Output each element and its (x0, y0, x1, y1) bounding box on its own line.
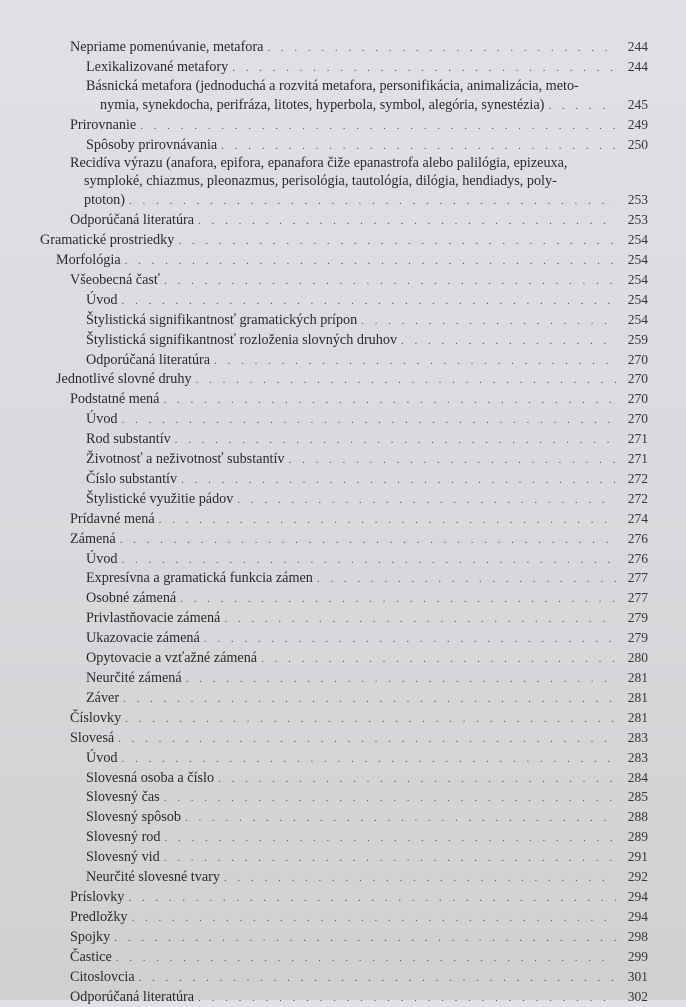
toc-entry (40, 808, 648, 828)
toc-entry-title: Číslo substantív (86, 471, 177, 489)
toc-entry-title: Jednotlivé slovné druhy (56, 371, 192, 389)
leader-dots (128, 890, 616, 908)
leader-dots (122, 293, 616, 311)
toc-entry-title: Neurčité slovesné tvary (86, 869, 220, 887)
toc-entry (40, 948, 648, 968)
toc-entry (40, 669, 648, 689)
leader-dots (122, 412, 616, 430)
toc-entry (40, 370, 648, 390)
page-number: 280 (622, 649, 648, 667)
toc-entry-title: Slovesný vid (86, 849, 160, 867)
page-number: 301 (622, 968, 648, 986)
leader-dots (140, 118, 616, 136)
toc-entry-title: Morfológia (56, 252, 121, 270)
leader-dots (361, 313, 616, 331)
toc-entry (40, 550, 648, 570)
toc-entry (40, 251, 648, 271)
toc-entry (40, 510, 648, 530)
toc-entry-title: Častice (70, 949, 112, 967)
toc-entry-title: Prirovnanie (70, 117, 136, 135)
leader-dots (198, 990, 616, 1007)
page-number: 299 (622, 948, 648, 966)
page-number: 254 (622, 231, 648, 249)
toc-entry (40, 908, 648, 928)
page-number: 288 (622, 808, 648, 826)
toc-entry-title: Neurčité zámená (86, 670, 182, 688)
toc-entry (40, 490, 648, 510)
toc-entry (40, 410, 648, 430)
page-number: 270 (622, 390, 648, 408)
leader-dots (164, 273, 616, 291)
toc-entry-title: Spojky (70, 929, 110, 947)
leader-dots (267, 40, 616, 58)
toc-entry-title: Prídavné mená (70, 511, 155, 529)
page-number: 270 (622, 351, 648, 369)
toc-entry-title: Všeobecná časť (70, 272, 160, 290)
page-number: 283 (622, 729, 648, 747)
leader-dots (125, 253, 616, 271)
table-of-contents (40, 38, 648, 1007)
leader-dots (125, 711, 616, 729)
leader-dots (175, 432, 616, 450)
page-number: 272 (622, 490, 648, 508)
toc-entry (40, 116, 648, 136)
leader-dots (401, 333, 616, 351)
toc-entry-title: nymia, synekdocha, perifráza, litotes, hyperbola, symbol, alegória, synestézia) (100, 97, 544, 115)
page-number: 254 (622, 311, 648, 329)
page-number: 250 (622, 136, 648, 154)
leader-dots (139, 970, 616, 988)
page-number: 259 (622, 331, 648, 349)
toc-entry-title: Slovesný spôsob (86, 809, 181, 827)
toc-entry-title: Citoslovcia (70, 969, 135, 987)
page-number: 291 (622, 848, 648, 866)
toc-entry (40, 311, 648, 331)
page-number: 298 (622, 928, 648, 946)
toc-entry-title: Zámená (70, 531, 116, 549)
leader-dots (196, 372, 616, 390)
leader-dots (232, 60, 616, 78)
leader-dots (164, 850, 616, 868)
leader-dots (164, 830, 616, 848)
page-number: 244 (622, 38, 648, 56)
toc-entry (40, 988, 648, 1007)
page-number: 276 (622, 530, 648, 548)
toc-entry-title: Úvod (86, 750, 118, 768)
toc-entry (40, 609, 648, 629)
toc-entry-title: Predložky (70, 909, 128, 927)
leader-dots (204, 631, 616, 649)
page-number: 294 (622, 908, 648, 926)
toc-entry (40, 848, 648, 868)
toc-entry (40, 231, 648, 251)
leader-dots (164, 790, 616, 808)
toc-entry-title: Životnosť a neživotnosť substantív (86, 451, 285, 469)
toc-entry (40, 155, 648, 211)
page-number: 271 (622, 430, 648, 448)
page-number: 283 (622, 749, 648, 767)
toc-entry (40, 769, 648, 789)
leader-dots (317, 571, 616, 589)
toc-entry-title: Slovesný čas (86, 789, 160, 807)
toc-entry (40, 78, 648, 116)
leader-dots (548, 98, 616, 116)
leader-dots (218, 771, 616, 789)
toc-entry-title: Záver (86, 690, 119, 708)
toc-entry-title: Štylistická signifikantnosť gramatických prípon (86, 312, 357, 330)
page-number: 249 (622, 116, 648, 134)
leader-dots (289, 452, 616, 470)
toc-entry-title: Ukazovacie zámená (86, 630, 200, 648)
toc-entry-title: ptoton) (84, 192, 125, 210)
toc-entry-title: Nepriame pomenúvanie, metafora (70, 39, 263, 57)
page-number: 244 (622, 58, 648, 76)
page-number: 254 (622, 291, 648, 309)
toc-entry-title: Slovesný rod (86, 829, 160, 847)
toc-entry (40, 450, 648, 470)
toc-entry-title: Gramatické prostriedky (40, 232, 174, 250)
page-number: 276 (622, 550, 648, 568)
toc-entry-title: Odporúčaná literatúra (70, 989, 194, 1007)
leader-dots (221, 138, 616, 156)
leader-dots (122, 552, 616, 570)
toc-entry-title: Básnická metafora (jednoduchá a rozvitá metafora, personifikácia, animalizácia, meto- (86, 78, 579, 96)
toc-entry (40, 649, 648, 669)
toc-entry-title: Expresívna a gramatická funkcia zámen (86, 570, 313, 588)
toc-entry (40, 928, 648, 948)
toc-entry (40, 351, 648, 371)
leader-dots (261, 651, 616, 669)
page-number: 245 (622, 96, 648, 114)
toc-entry-title: Spôsoby prirovnávania (86, 137, 217, 155)
toc-entry (40, 470, 648, 490)
page-number: 281 (622, 709, 648, 727)
page-number: 302 (622, 988, 648, 1006)
toc-entry-title: Úvod (86, 551, 118, 569)
leader-dots (122, 751, 616, 769)
toc-entry (40, 689, 648, 709)
toc-entry-title: Úvod (86, 411, 118, 429)
page-number: 285 (622, 788, 648, 806)
leader-dots (180, 591, 616, 609)
page-number: 253 (622, 211, 648, 229)
page-number: 277 (622, 589, 648, 607)
page-number: 281 (622, 669, 648, 687)
toc-entry (40, 629, 648, 649)
page-number: 284 (622, 769, 648, 787)
leader-dots (178, 233, 616, 251)
page-number: 271 (622, 450, 648, 468)
leader-dots (224, 611, 616, 629)
page-number: 254 (622, 251, 648, 269)
leader-dots (120, 532, 616, 550)
leader-dots (198, 213, 616, 231)
toc-entry (40, 828, 648, 848)
leader-dots (163, 392, 616, 410)
toc-entry-title: symploké, chiazmus, pleonazmus, perisológia, tautológia, dilógia, hendiadys, poly- (84, 173, 557, 191)
toc-entry-title: Príslovky (70, 889, 124, 907)
page-number: 254 (622, 271, 648, 289)
toc-entry (40, 58, 648, 78)
toc-entry (40, 729, 648, 749)
toc-entry-title: Opytovacie a vzťažné zámená (86, 650, 257, 668)
toc-entry-title: Lexikalizované metafory (86, 59, 228, 77)
page-number: 274 (622, 510, 648, 528)
toc-entry-title: Podstatné mená (70, 391, 159, 409)
leader-dots (186, 671, 616, 689)
page-number: 277 (622, 569, 648, 587)
page-number: 272 (622, 470, 648, 488)
toc-entry (40, 271, 648, 291)
page-number: 270 (622, 410, 648, 428)
leader-dots (159, 512, 616, 530)
leader-dots (114, 930, 616, 948)
toc-entry-title: Recidíva výrazu (anafora, epifora, epanafora čiže epanastrofa alebo palilógia, epizeuxa, (70, 155, 567, 173)
page-number: 253 (622, 191, 648, 209)
toc-entry (40, 38, 648, 58)
toc-entry (40, 390, 648, 410)
toc-entry-title: Úvod (86, 292, 118, 310)
page-number: 294 (622, 888, 648, 906)
toc-entry-title: Odporúčaná literatúra (86, 352, 210, 370)
toc-entry (40, 709, 648, 729)
toc-entry (40, 211, 648, 231)
toc-entry-title: Privlastňovacie zámená (86, 610, 220, 628)
page-number: 279 (622, 609, 648, 627)
leader-dots (185, 810, 616, 828)
leader-dots (118, 731, 616, 749)
toc-entry (40, 968, 648, 988)
toc-entry-title: Rod substantív (86, 431, 171, 449)
page-number: 279 (622, 629, 648, 647)
page-number: 289 (622, 828, 648, 846)
leader-dots (214, 353, 616, 371)
toc-entry (40, 749, 648, 769)
leader-dots (181, 472, 616, 490)
leader-dots (123, 691, 616, 709)
page-number: 292 (622, 868, 648, 886)
toc-entry (40, 430, 648, 450)
toc-entry-title: Slovesá (70, 730, 114, 748)
toc-entry (40, 868, 648, 888)
toc-entry-title: Odporúčaná literatúra (70, 212, 194, 230)
toc-entry-title: Slovesná osoba a číslo (86, 770, 214, 788)
toc-entry (40, 589, 648, 609)
toc-entry-title: Štylistická signifikantnosť rozloženia slovných druhov (86, 332, 397, 350)
toc-entry (40, 530, 648, 550)
toc-entry (40, 331, 648, 351)
page-number: 281 (622, 689, 648, 707)
toc-entry (40, 291, 648, 311)
leader-dots (116, 950, 616, 968)
toc-entry (40, 569, 648, 589)
page-number: 270 (622, 370, 648, 388)
leader-dots (132, 910, 616, 928)
toc-entry-title: Číslovky (70, 710, 121, 728)
toc-entry-title: Štylistické využitie pádov (86, 491, 233, 509)
toc-entry (40, 788, 648, 808)
leader-dots (224, 870, 616, 888)
leader-dots (129, 193, 616, 211)
leader-dots (237, 492, 616, 510)
toc-entry (40, 888, 648, 908)
toc-entry (40, 136, 648, 156)
toc-entry-title: Osobné zámená (86, 590, 176, 608)
